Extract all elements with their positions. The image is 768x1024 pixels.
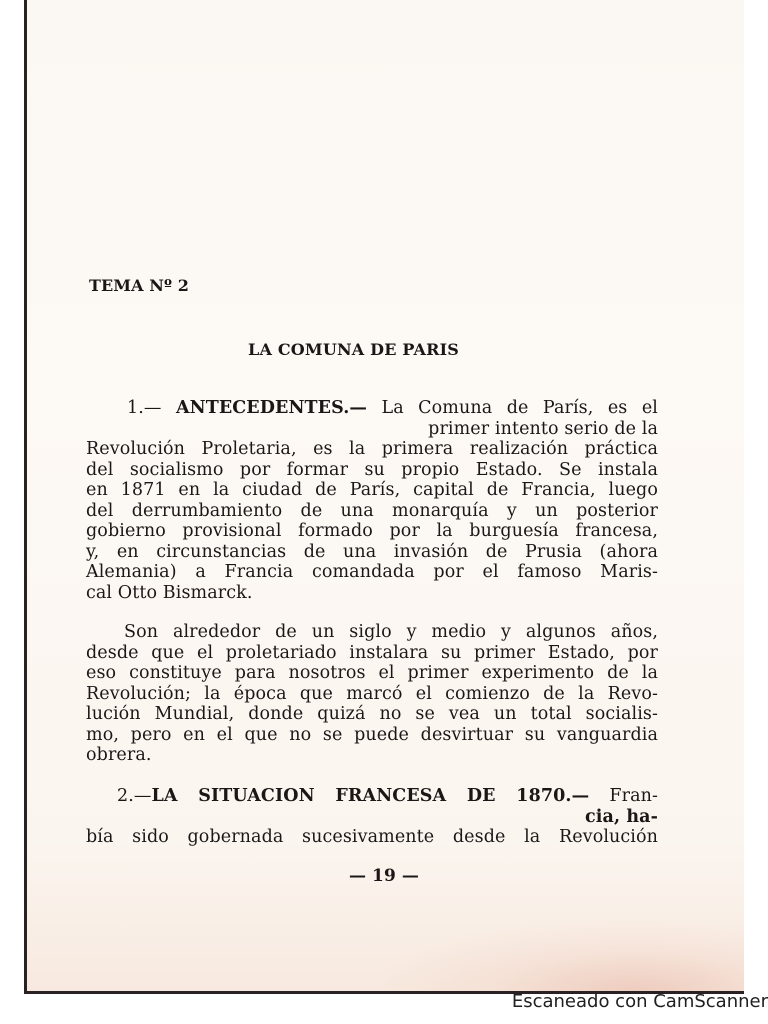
page-number: — 19 — bbox=[348, 866, 420, 886]
section-2-line-2: cia, ha- bbox=[585, 806, 658, 827]
chapter-title: LA COMUNA DE PARIS bbox=[248, 340, 460, 359]
paragraph-2-line-7: obrera. bbox=[86, 745, 152, 765]
paper-stain bbox=[384, 921, 744, 991]
section-1-number: 1.— bbox=[127, 398, 162, 418]
paragraph-2-line-2: desde que el proletariado instalara su primer Estado, por bbox=[86, 642, 658, 663]
paragraph-2-line-1: Son alrededor de un siglo y medio y algunos años, bbox=[124, 622, 658, 642]
section-1-heading: ANTECEDENTES.— bbox=[175, 398, 368, 418]
section-1 bbox=[86, 398, 658, 603]
section-1-line-9: Alemania) a Francia comandada por el famoso Maris- bbox=[86, 562, 658, 582]
paragraph-2-line-4: Revolución; la época que marcó el comienzo de la Revo- bbox=[86, 683, 658, 704]
section-1-line-6: del derrumbamiento de una monarquía y un posterior bbox=[86, 500, 658, 521]
section-1-line-2: primer intento serio de la bbox=[428, 418, 658, 439]
section-1-line-5: en 1871 en la ciudad de París, capital de Francia, luego bbox=[86, 480, 658, 500]
section-1-line-7: gobierno provisional formado por la burguesía francesa, bbox=[86, 521, 658, 541]
section-2-line-3: bía sido gobernada sucesivamente desde la Revolución bbox=[86, 827, 658, 847]
section-2-number: 2.— bbox=[117, 786, 152, 806]
section-1-line-1: La Comuna de París, es el bbox=[381, 398, 658, 418]
section-1-line-10: cal Otto Bismarck. bbox=[86, 582, 253, 603]
section-2-first-line bbox=[86, 786, 658, 807]
scanner-watermark: Escaneado con CamScanner bbox=[511, 991, 768, 1012]
section-1-line-4: del socialismo por formar su propio Estado. Se instala bbox=[86, 459, 658, 480]
paragraph-2-line-5: lución Mundial, donde quizá no se vea un total socialis- bbox=[86, 704, 658, 724]
section-1-first-line bbox=[86, 398, 658, 419]
section-2 bbox=[86, 786, 658, 848]
section-2-heading: LA SITUACION FRANCESA DE 1870.— bbox=[151, 786, 590, 806]
section-1-line-3: Revolución Proletaria, es la primera realización práctica bbox=[86, 439, 658, 459]
paragraph-2 bbox=[86, 622, 658, 766]
topic-number: TEMA Nº 2 bbox=[89, 276, 190, 295]
paragraph-2-line-6: mo, pero en el que no se puede desvirtuar su vanguardia bbox=[86, 724, 658, 745]
section-2-line-1: Fran- bbox=[609, 786, 658, 806]
section-1-line-8: y, en circunstancias de una invasión de Prusia (ahora bbox=[86, 541, 658, 562]
paragraph-2-line-3: eso constituye para nosotros el primer experimento de la bbox=[86, 663, 658, 683]
